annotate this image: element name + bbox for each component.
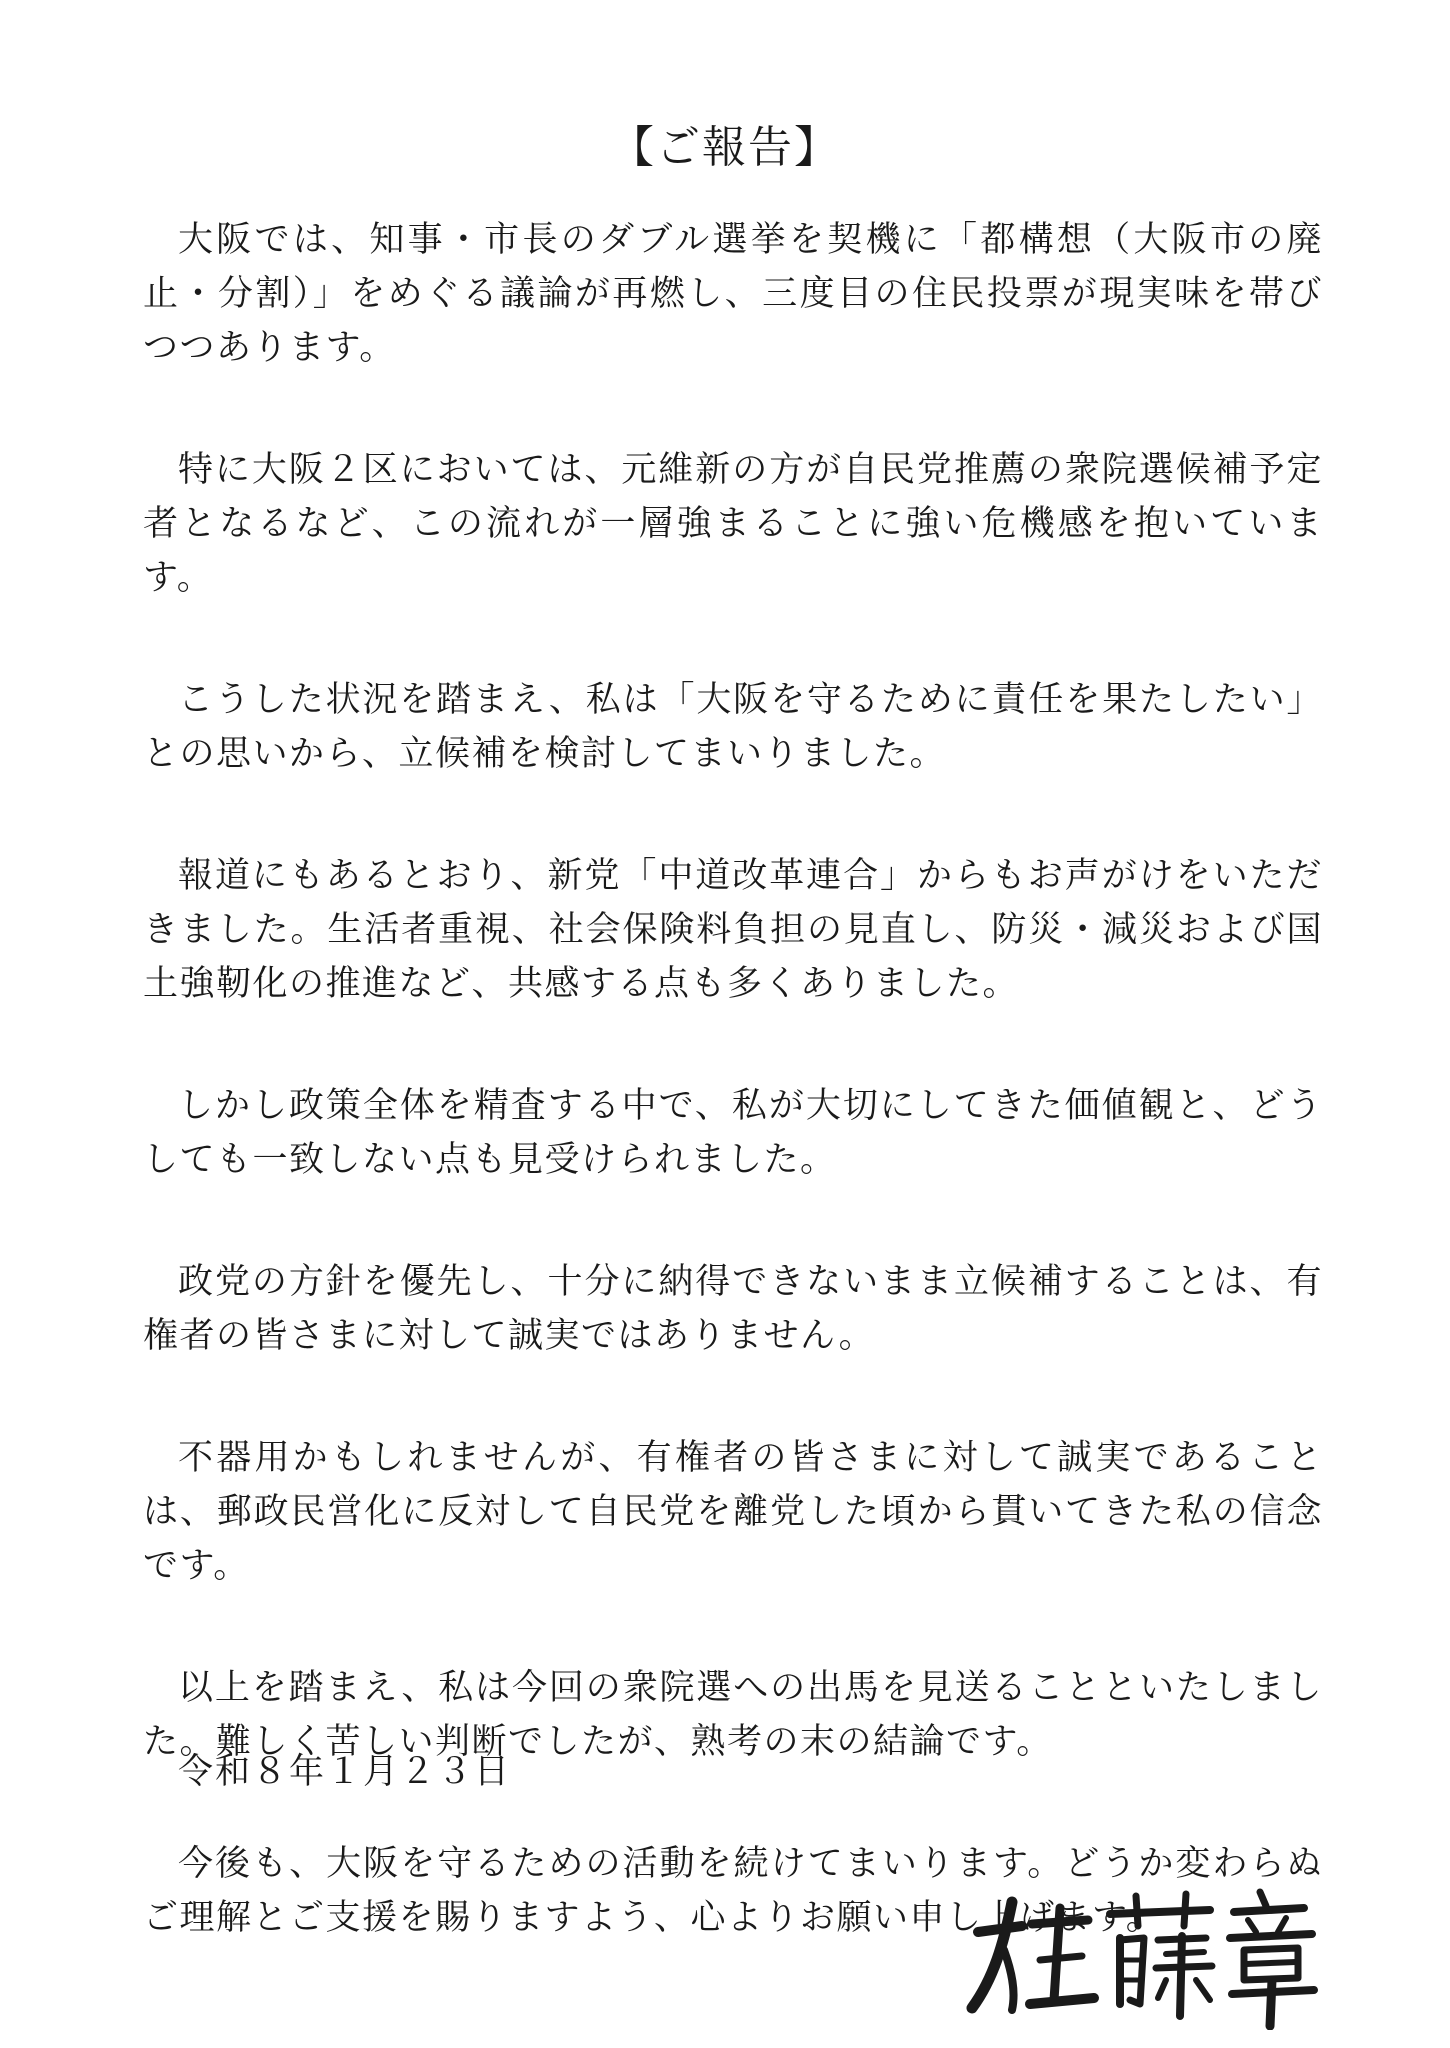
paragraph-6: 政党の方針を優先し、十分に納得できないまま立候補することは、有権者の皆さまに対して誠実ではありません。	[143, 1262, 1323, 1356]
paragraph-8: 以上を踏まえ、私は今回の衆院選への出馬を見送ることといたしました。難しく苦しい判断でしたが、熟考の末の結論です。	[143, 1668, 1323, 1762]
document-date: 令和８年１月２３日	[178, 1752, 512, 1792]
handwritten-signature	[960, 1880, 1330, 2030]
document-title: 【ご報告】	[610, 122, 840, 173]
paragraph-9: 今後も、大阪を守るための活動を続けてまいります。どうか変わらぬご理解とご支援を賜りますよう、心よりお願い申し上げます。	[143, 1844, 1323, 1938]
paragraph-2: 特に大阪２区においては、元維新の方が自民党推薦の衆院選候補予定者となるなど、この流れが一層強まることに強い危機感を抱いています。	[143, 450, 1323, 598]
paragraph-4: 報道にもあるとおり、新党「中道改革連合」からもお声がけをいただきました。生活者重視、社会保険料負担の見直し、防災・減災および国土強靭化の推進など、共感する点も多くありました。	[143, 856, 1323, 1004]
paragraph-1: 大阪では、知事・市長のダブル選挙を契機に「都構想（大阪市の廃止・分割）」をめぐる議論が再燃し、三度目の住民投票が現実味を帯びつつあります。	[143, 220, 1323, 368]
paragraph-3: こうした状況を踏まえ、私は「大阪を守るために責任を果たしたい」との思いから、立候補を検討してまいりました。	[143, 680, 1323, 774]
document-body	[143, 213, 1323, 2013]
paragraph-5: しかし政策全体を精査する中で、私が大切にしてきた価値観と、どうしても一致しない点も見受けられました。	[143, 1086, 1323, 1180]
paragraph-7: 不器用かもしれませんが、有権者の皆さまに対して誠実であることは、郵政民営化に反対して自民党を離党した頃から貫いてきた私の信念です。	[143, 1438, 1323, 1586]
